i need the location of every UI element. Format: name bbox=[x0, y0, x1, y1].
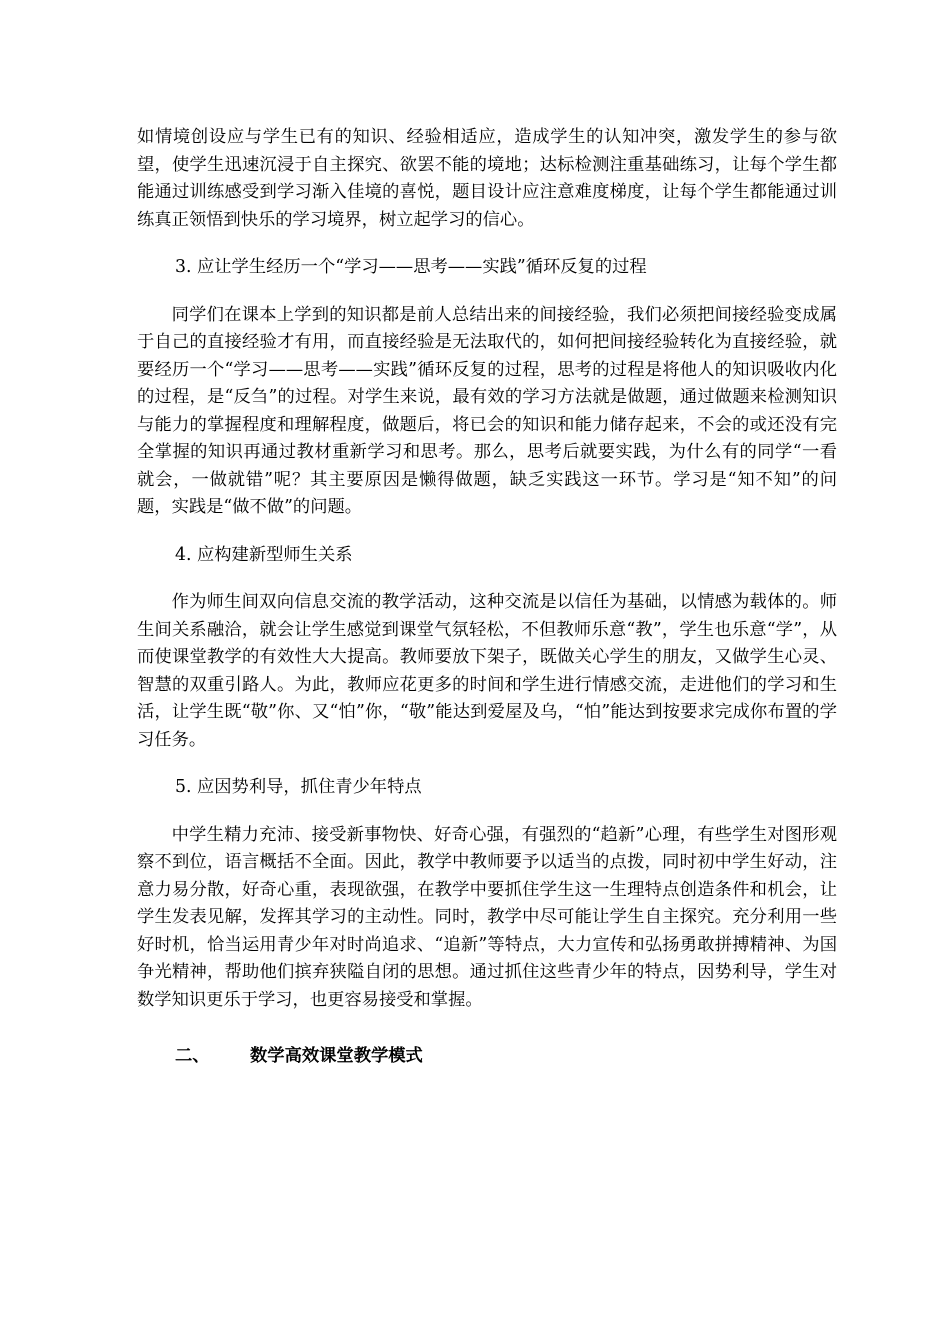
paragraph-intro-continued: 如情境创设应与学生已有的知识、经验相适应，造成学生的认知冲突，激发学生的参与欲望，使学生迅速沉浸于自主探究、欲罢不能的境地；达标检测注重基础练习，让每个学生都能通过训练感受到学习渐入佳境的喜悦，题目设计应注意难度梯度，让每个学生都能通过训练真正领悟到快乐的学习境界，树立起学习的信心。 bbox=[137, 127, 837, 230]
heading-point-4: 4. 应构建新型师生关系 bbox=[175, 544, 353, 565]
document-body bbox=[137, 124, 837, 1071]
paragraph-point-5: 中学生精力充沛、接受新事物快、好奇心强，有强烈的“趋新”心理，有些学生对图形观察不到位，语言概括不全面。因此，教学中教师要予以适当的点拨，同时初中学生好动，注意力易分散，好奇心重，表现欲强，在教学中要抓住学生这一生理特点创造条件和机会，让学生发表见解，发挥其学习的主动性。同时，教学中尽可能让学生自主探究。充分利用一些好时机，恰当运用青少年对时尚追求、“追新”等特点，大力宣传和弘扬勇敢拼搏精神、为国争光精神，帮助他们摈弃狭隘自闭的思想。通过抓住这些青少年的特点，因势利导，学生对数学知识更乐于学习，也更容易接受和掌握。 bbox=[137, 824, 837, 1010]
heading-point-5: 5. 应因势利导，抓住青少年特点 bbox=[175, 777, 422, 797]
section-title-text: 数学高效课堂教学模式 bbox=[250, 1046, 423, 1066]
paragraph-point-4: 作为师生间双向信息交流的教学活动，这种交流是以信任为基础，以情感为载体的。师生间关系融洽，就会让学生感觉到课堂气氛轻松，不但教师乐意“教”，学生也乐意“学”，从而使课堂教学的有效性大大提高。教师要放下架子，既做关心学生的朋友，又做学生心灵、智慧的双重引路人。为此，教师应花更多的时间和学生进行情感交流，走进他们的学习和生活，让学生既“敬”你、又“怕”你，“敬”能达到爱屋及乌，“怕”能达到按要求完成你布置的学习任务。 bbox=[137, 592, 837, 750]
heading-point-3: 3. 应让学生经历一个“学习——思考——实践”循环反复的过程 bbox=[175, 257, 647, 277]
section-heading bbox=[137, 1043, 837, 1071]
paragraph-point-3: 同学们在课本上学到的知识都是前人总结出来的间接经验，我们必须把间接经验变成属于自己的直接经验才有用，而直接经验是无法取代的，如何把间接经验转化为直接经验，就要经历一个“学习——思考——实践”循环反复的过程，思考的过程是将他人的知识吸收内化的过程，是“反刍”的过程。对学生来说，最有效的学习方法就是做题，通过做题来检测知识与能力的掌握程度和理解程度，做题后，将已会的知识和能力储存起来，不会的或还没有完全掌握的知识再通过教材重新学习和思考。那么，思考后就要实践，为什么有的同学“一看就会，一做就错”呢？其主要原因是懒得做题，缺乏实践这一环节。学习是“知不知”的问题，实践是“做不做”的问题。 bbox=[137, 304, 837, 517]
section-number: 二、 bbox=[175, 1046, 210, 1066]
